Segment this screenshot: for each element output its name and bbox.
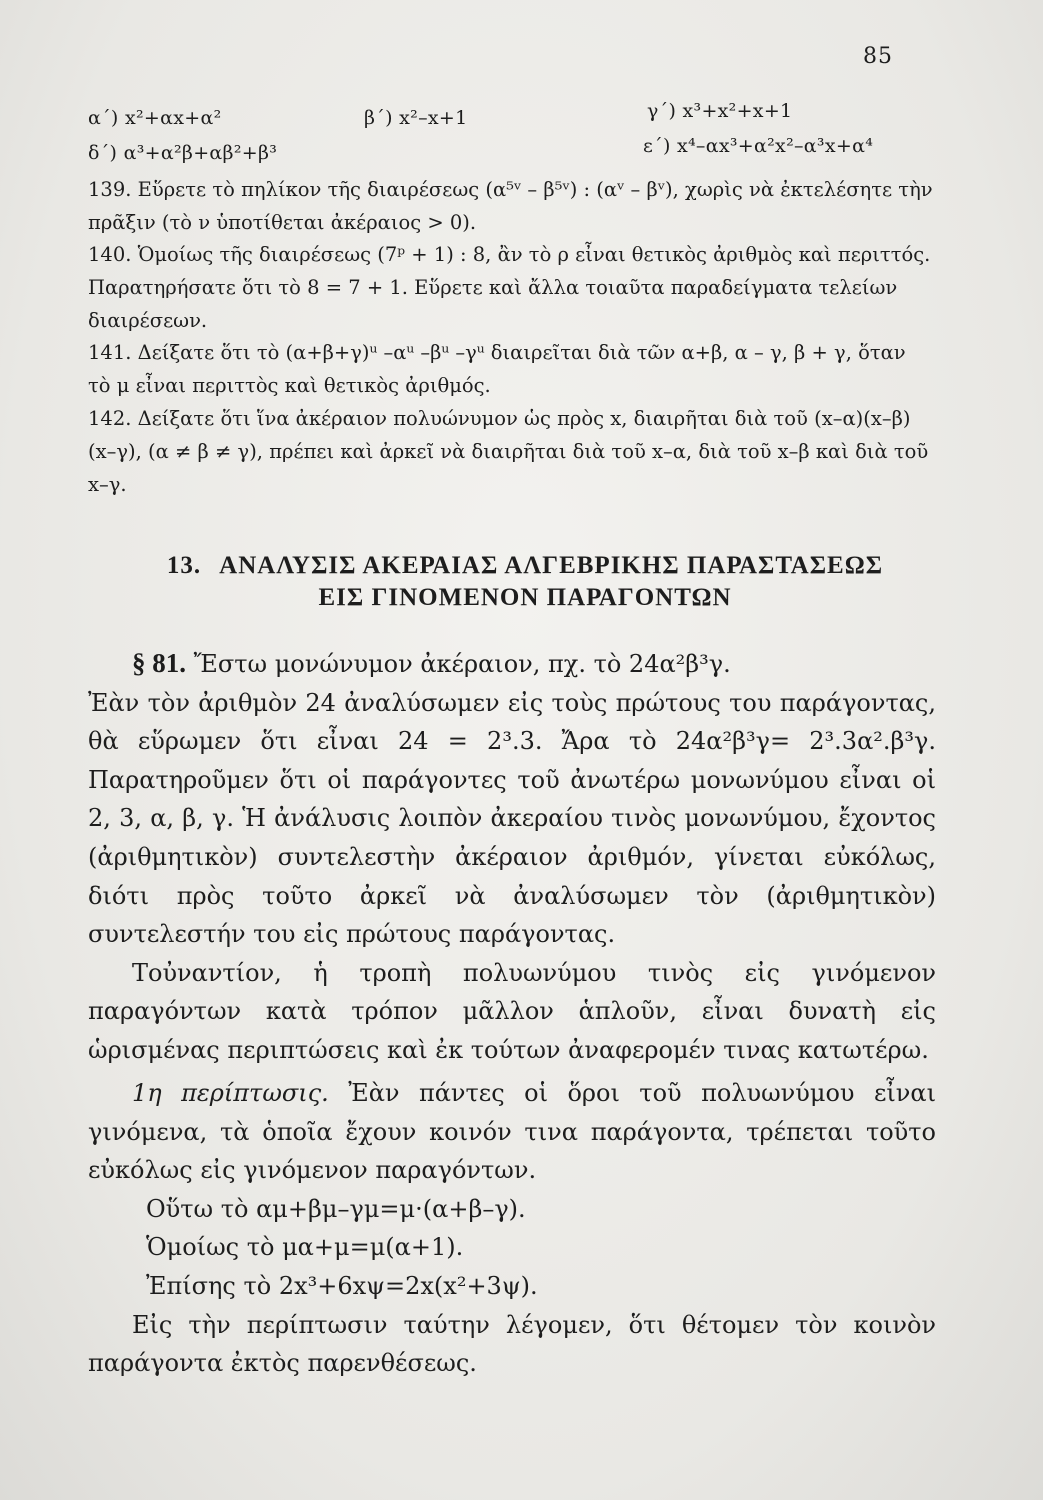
case-1 — [88, 1074, 936, 1383]
chapter-title-line1: ΑΝΑΛΥΣΙΣ ΑΚΕΡΑΙΑΣ ΑΛΓΕΒΡΙΚΗΣ ΠΑΡΑΣΤΑΣΕΩΣ — [219, 552, 884, 579]
exercise-e: ε΄) x⁴–αx³+α²x²–α³x+α⁴ — [643, 135, 874, 157]
section-81 — [88, 644, 936, 1070]
chapter-heading — [110, 550, 940, 614]
section-para2: Τοὐναντίον, ἡ τροπὴ πολυωνύμου τινὸς εἰς γινόμενον παραγόντων κατὰ τρόπον μᾶλλον ἁπλοῦν, εἶναι δυνατὴ εἰς ὡρισμένας περιπτώσεις καὶ ἐκ τούτων ἀναφερομέν τινας κατωτέρω. — [88, 958, 936, 1064]
case1-conclusion: Εἰς τὴν περίπτωσιν ταύτην λέγομεν, ὅτι θέτομεν τὸν κοινὸν παράγοντα ἐκτὸς παρενθέσεως. — [88, 1310, 936, 1378]
exercise-140: 140. Ὁμοίως τῆς διαιρέσεως (7ᵖ + 1) : 8, ἂν τὸ ρ εἶναι θετικὸς ἀριθμὸς καὶ περιττός. Παρατηρήσατε ὅτι τὸ 8 = 7 + 1. Εὕρετε καὶ ἄλλα τοιαῦτα παραδείγματα τελείων διαιρέσεων. — [88, 243, 931, 332]
page-number: 85 — [863, 44, 893, 69]
section-para1: Ἐὰν τὸν ἀριθμὸν 24 ἀναλύσωμεν εἰς τοὺς πρώτους του παράγοντας, θὰ εὕρωμεν ὅτι εἶναι 24 = 2³.3. Ἄρα τὸ 24α²β³γ= 2³.3α².β³γ. Παρατηροῦμεν ὅτι οἱ παράγοντες τοῦ ἀνωτέρω μονωνύμου εἶναι οἱ 2, 3, α, β, γ. Ἡ ἀνάλυσις λοιπὸν ἀκεραίου τινὸς μονωνύμου, ἔχοντος (ἀριθμητικὸν) συντελεστὴν ἀκέραιον ἀριθμόν, γίνεται εὐκόλως, διότι πρὸς τοῦτο ἀρκεῖ νὰ ἀναλύσωμεν τὸν (ἀριθμητικὸν) συντελεστήν του εἰς πρώτους παράγοντας. — [88, 688, 936, 949]
section-intro: § 81. Ἔστω μονώνυμον ἀκέραιον, πχ. τὸ 24α²β³γ. — [132, 648, 731, 678]
chapter-number: 13. — [166, 552, 202, 579]
case1-label: 1η περίπτωσις. — [132, 1079, 329, 1107]
case1-intro: 1η περίπτωσις. Ἐὰν πάντες οἱ ὅροι τοῦ πολυωνύμου εἶναι γινόμενα, τὰ ὁποῖα ἔχουν κοινόν τινα παράγοντα, τρέπεται τοῦτο εὐκόλως εἰς γινόμενον παραγόντων. — [88, 1079, 936, 1185]
exercise-139: 139. Εὕρετε τὸ πηλίκον τῆς διαιρέσεως (α⁵ᵛ – β⁵ᵛ) : (αᵛ – βᵛ), χωρὶς νὰ ἐκτελέσητε τὴν πρᾶξιν (τὸ ν ὑποτίθεται ἀκέραιος > 0). — [88, 178, 933, 234]
case1-example3: Ἐπίσης τὸ 2x³+6xψ=2x(x²+3ψ). — [146, 1271, 538, 1300]
exercise-142: 142. Δείξατε ὅτι ἵνα ἀκέραιον πολυώνυμον ὡς πρὸς x, διαιρῆται διὰ τοῦ (x–α)(x–β)(x–γ), (α ≠ β ≠ γ), πρέπει καὶ ἀρκεῖ νὰ διαιρῆται διὰ τοῦ x–α, διὰ τοῦ x–β καὶ διὰ τοῦ x–γ. — [88, 407, 929, 496]
case1-example2: Ὁμοίως τὸ μα+μ=μ(α+1). — [146, 1233, 464, 1262]
exercise-c: γ΄) x³+x²+x+1 — [647, 100, 793, 122]
exercise-a: α΄) x²+αx+α² — [88, 107, 222, 129]
chapter-title-line2: ΕΙΣ ΓΙΝΟΜΕΝΟΝ ΠΑΡΑΓΟΝΤΩΝ — [318, 584, 732, 611]
section-label: § 81. — [132, 648, 186, 678]
exercise-d: δ΄) α³+α²β+αβ²+β³ — [88, 142, 278, 164]
exercise-141: 141. Δείξατε ὅτι τὸ (α+β+γ)ᵘ –αᵘ –βᵘ –γᵘ διαιρεῖται διὰ τῶν α+β, α – γ, β + γ, ὅταν τὸ μ εἶναι περιττὸς καὶ θετικὸς ἀριθμός. — [88, 341, 906, 397]
case1-example1: Οὕτω τὸ αμ+βμ–γμ=μ·(α+β–γ). — [146, 1194, 526, 1223]
exercise-b: β΄) x²–x+1 — [364, 107, 468, 129]
